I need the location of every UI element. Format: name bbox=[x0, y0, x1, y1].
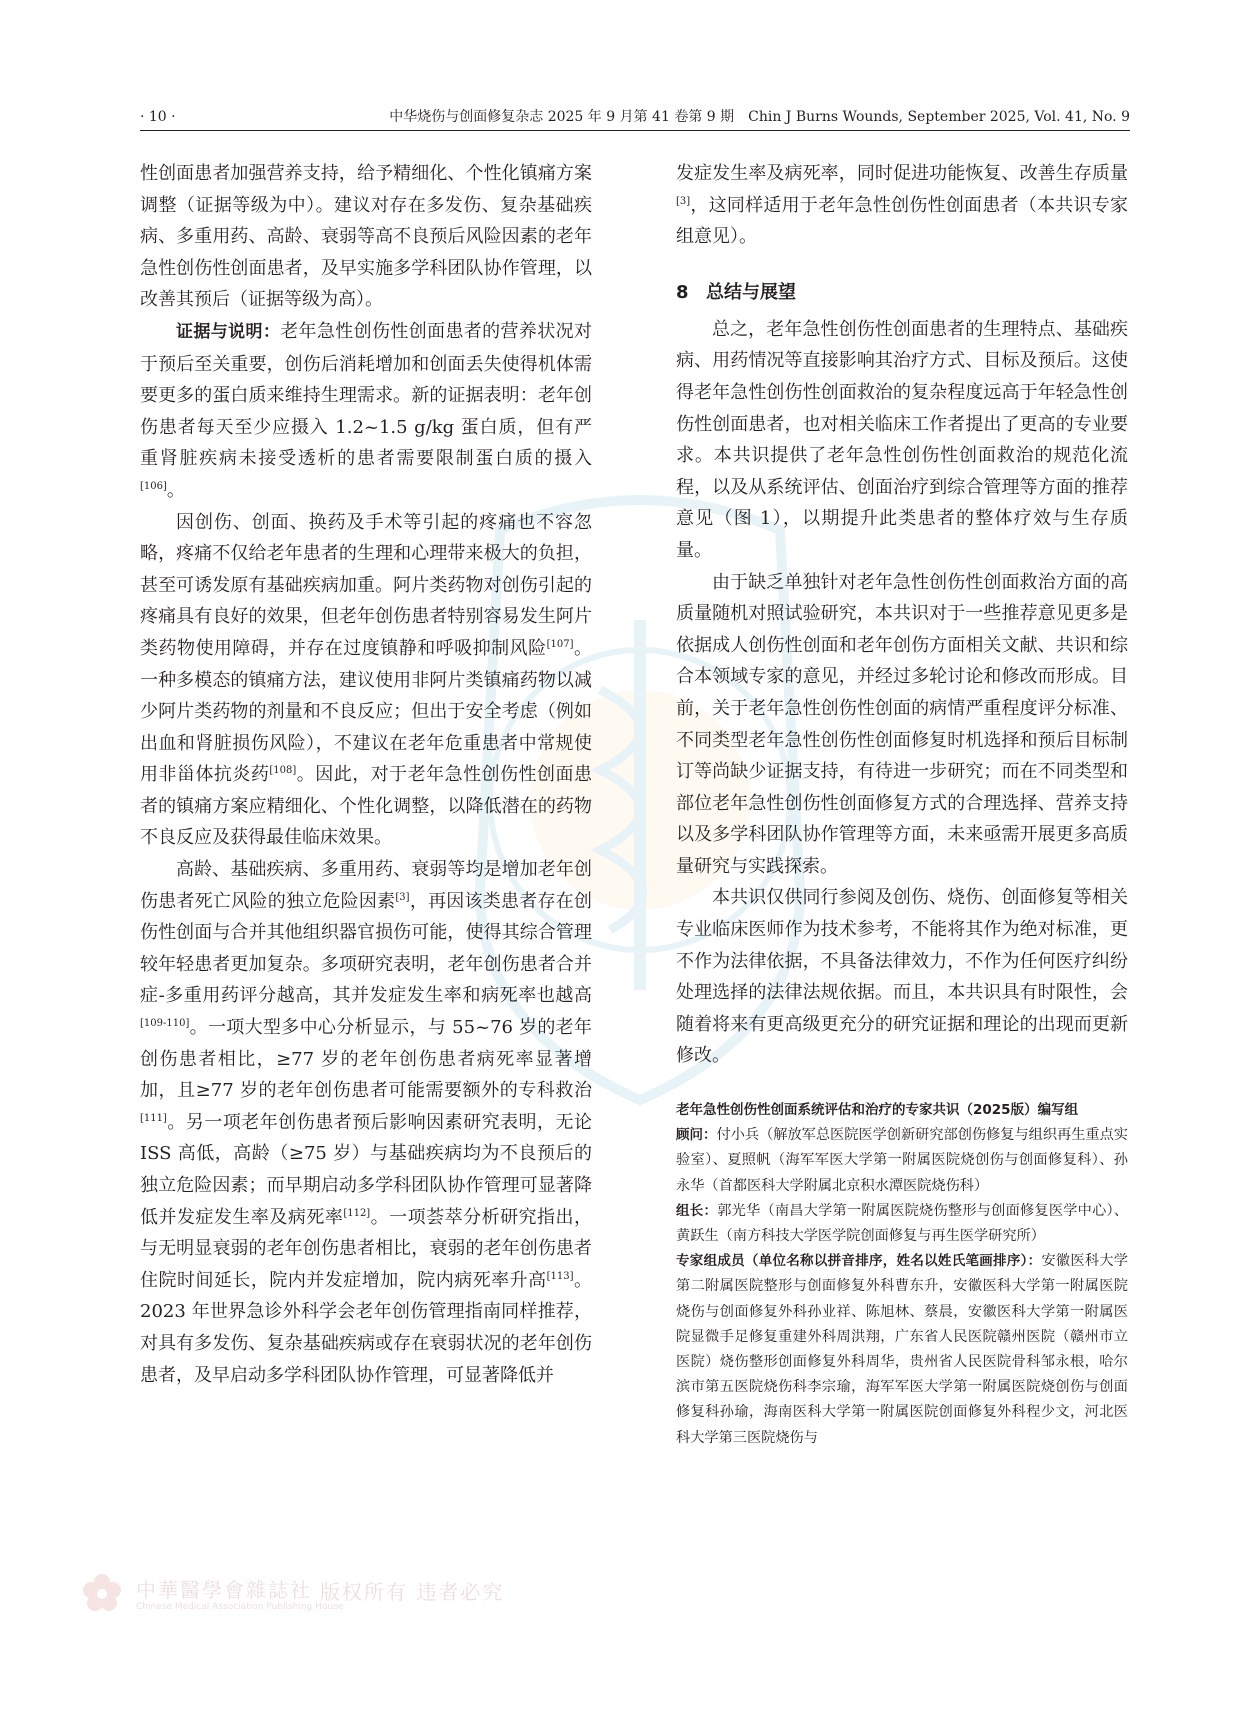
publisher-name: 中華醫學會雜誌社 bbox=[136, 1578, 312, 1602]
paragraph: 证据与说明：老年急性创伤性创面患者的营养状况对于预后至关重要，创伤后消耗增加和创面丢失使得机体需要更多的蛋白质来维持生理需求。新的证据表明：老年创伤患者每天至少应摄入 1.2~1.5 g/kg 蛋白质，但有严重肾脏疾病未接受透析的患者需要限制蛋白质的摄入[106]。 bbox=[140, 320, 593, 501]
reference-mark: [109-110] bbox=[140, 1018, 190, 1030]
reference-mark: [3] bbox=[676, 195, 691, 207]
paragraph: 由于缺乏单独针对老年急性创伤性创面救治方面的高质量随机对照试验研究，本共识对于一些推荐意见更多是依据成人创伤性创面和老年创伤方面相关文献、共识和综合本领域专家的意见，并经过多轮讨论和修改而形成。目前，关于老年急性创伤性创面的病情严重程度评分标准、不同类型老年急性创伤性创面修复时机选择和预后目标制订等尚缺少证据支持，有待进一步研究；而在不同类型和部位老年急性创伤性创面修复方式的合理选择、营养支持以及多学科团队协作管理等方面，未来亟需开展更多高质量研究与实践探索。 bbox=[676, 571, 1128, 877]
reference-mark: [112] bbox=[343, 1207, 371, 1219]
right-column bbox=[676, 158, 1128, 1451]
paragraph: 性创面患者加强营养支持，给予精细化、个性化镇痛方案调整（证据等级为中）。建议对存在多发伤、复杂基础疾病、多重用药、高龄、衰弱等高不良预后风险因素的老年急性创伤性创面患者，及早实施多学科团队协作管理，以改善其预后（证据等级为高）。 bbox=[140, 163, 592, 311]
writing-group bbox=[676, 1098, 1128, 1451]
reference-mark: [113] bbox=[546, 1270, 574, 1282]
writing-group-title: 老年急性创伤性创面系统评估和治疗的专家共识（2025版）编写组 bbox=[676, 1102, 1079, 1119]
paragraph: 发症发生率及病死率，同时促进功能恢复、改善生存质量[3]，这同样适用于老年急性创伤性创面患者（本共识专家组意见）。 bbox=[676, 163, 1128, 248]
reference-mark: [108] bbox=[269, 765, 297, 777]
group-members: 专家组成员（单位名称以拼音排序，姓名以姓氏笔画排序）：安徽医科大学第二附属医院整形与创面修复外科曹东升，安徽医科大学第一附属医院烧伤与创面修复外科孙业祥、陈旭林、蔡晨，安徽医科大学第一附属医院显微手足修复重建外科周洪翔，广东省人民医院赣州医院（赣州市立医院）烧伤整形创面修复外科周华，贵州省人民医院骨科邹永根，哈尔滨市第五医院烧伤科李宗瑜，海军军医大学第一附属医院烧创伤与创面修复科孙瑜，海南医科大学第一附属医院创面修复外科程少文，河北医科大学第三医院烧伤与 bbox=[676, 1253, 1128, 1446]
section-title: 总结与展望 bbox=[706, 281, 796, 303]
copyright-notice: 版权所有 违者必究 bbox=[320, 1580, 505, 1604]
page-number: · 10 · bbox=[140, 109, 176, 125]
publisher-name-en: Chinese Medical Association Publishing House bbox=[136, 1602, 344, 1612]
reference-mark: [107] bbox=[546, 638, 574, 650]
paragraph: 本共识仅供同行参阅及创伤、烧伤、创面修复等相关专业临床医师作为技术参考，不能将其作为绝对标准，更不作为法律依据，不具备法律效力，不作为任何医疗纠纷处理选择的法律法规依据。而且，本共识具有时限性，会随着将来有更高级更充分的研究证据和理论的出现而更新修改。 bbox=[676, 887, 1128, 1067]
running-header bbox=[140, 104, 1130, 131]
paragraph: 因创伤、创面、换药及手术等引起的疼痛也不容忽略，疼痛不仅给老年患者的生理和心理带来极大的负担，甚至可诱发原有基础疾病加重。阿片类药物对创伤引起的疼痛具有良好的效果，但老年创伤患者特别容易发生阿片类药物使用障碍，并存在过度镇静和呼吸抑制风险[107]。一种多模态的镇痛方法，建议使用非阿片类镇痛药物以减少阿片类药物的剂量和不良反应；但出于安全考虑（例如出血和肾脏损伤风险），不建议在老年危重患者中常规使用非甾体抗炎药[108]。因此，对于老年急性创伤性创面患者的镇痛方案应精细化、个性化调整，以降低潜在的药物不良反应及获得最佳临床效果。 bbox=[140, 511, 593, 849]
paragraph: 高龄、基础疾病、多重用药、衰弱等均是增加老年创伤患者死亡风险的独立危险因素[3]，再因该类患者存在创伤性创面与合并其他组织器官损伤可能，使得其综合管理较年轻患者更加复杂。多项研究表明，老年创伤患者合并症-多重用药评分越高，其并发症发生率和病死率也越高[109-110]。一项大型多中心分析显示，与 55~76 岁的老年创伤患者相比，≥77 岁的老年创伤患者病死率显著增加，且≥77 岁的老年创伤患者可能需要额外的专科救治[111]。另一项老年创伤患者预后影响因素研究表明，无论 ISS 高低，高龄（≥75 岁）与基础疾病均为不良预后的独立危险因素；而早期启动多学科团队协作管理可显著降低并发症发生率及病死率[112]。一项荟萃分析研究指出，与无明显衰弱的老年创伤患者相比，衰弱的老年创伤患者住院时间延长，院内并发症增加，院内病死率升高[113]。2023 年世界急诊外科学会老年创伤管理指南同样推荐，对具有多发伤、复杂基础疾病或存在衰弱状况的老年创伤患者，及早启动多学科团队协作管理，可显著降低并 bbox=[140, 859, 593, 1386]
journal-citation: 中华烧伤与创面修复杂志 2025 年 9 月第 41 卷第 9 期 Chin J Burns Wounds, September 2025, Vol. 41, No. 9 bbox=[389, 109, 1130, 125]
paragraph: 总之，老年急性创伤性创面患者的生理特点、基础疾病、用药情况等直接影响其治疗方式、目标及预后。这使得老年急性创伤性创面救治的复杂程度远高于年轻急性创伤性创面患者，也对相关临床工作者提出了更高的专业要求。本共识提供了老年急性创伤性创面救治的规范化流程，以及从系统评估、创面治疗到综合管理等方面的推荐意见（图 1），以期提升此类患者的整体疗效与生存质量。 bbox=[676, 318, 1128, 561]
group-leaders: 组长：郭光华（南昌大学第一附属医院烧伤整形与创面修复医学中心）、黄跃生（南方科技大学医学院创面修复与再生医学研究所） bbox=[676, 1202, 1129, 1245]
flower-logo-icon bbox=[80, 1572, 124, 1616]
reference-mark: [3] bbox=[395, 891, 410, 903]
reference-mark: [106] bbox=[140, 480, 167, 492]
evidence-label: 证据与说明： bbox=[176, 321, 281, 342]
section-number: 8 bbox=[676, 281, 689, 303]
publisher-watermark bbox=[80, 1572, 600, 1622]
left-column bbox=[140, 158, 592, 1391]
section-heading bbox=[676, 277, 1128, 308]
advisors: 顾问：付小兵（解放军总医院医学创新研究部创伤修复与组织再生重点实验室）、夏照帆（海军军医大学第一附属医院烧创伤与创面修复科）、孙永华（首都医科大学附属北京积水潭医院烧伤科） bbox=[676, 1127, 1128, 1194]
reference-mark: [111] bbox=[140, 1112, 167, 1124]
